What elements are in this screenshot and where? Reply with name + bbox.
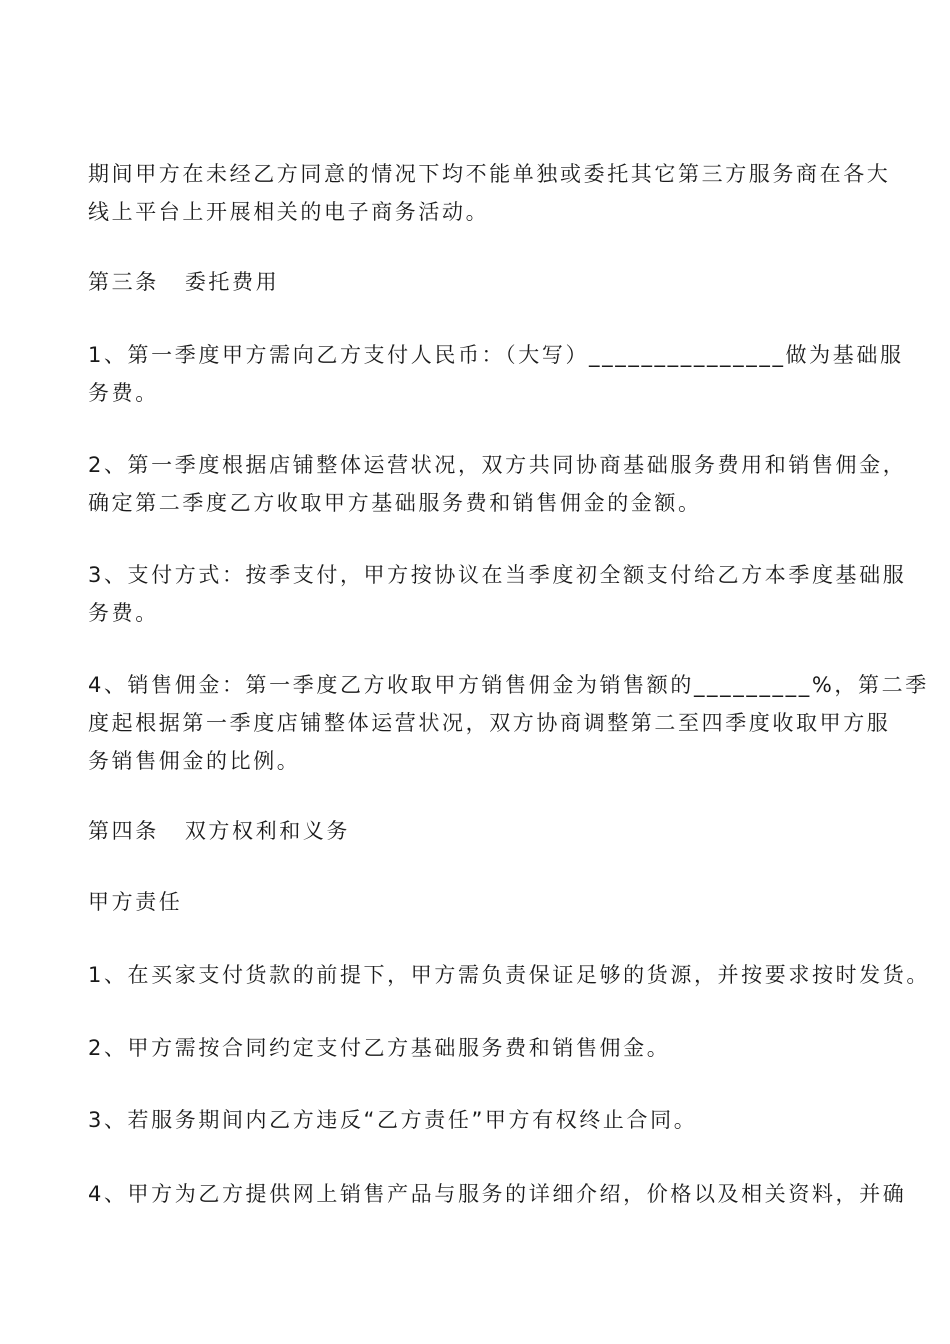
fee-clause-2 xyxy=(88,446,907,522)
party-a-responsibilities-heading: 甲方责任 xyxy=(88,890,183,914)
party-a-duty-3: 3、若服务期间内乙方违反“乙方责任”甲方有权终止合同。 xyxy=(88,1108,698,1132)
party-a-duty-4: 4、甲方为乙方提供网上销售产品与服务的详细介绍，价格以及相关资料，并确 xyxy=(88,1182,907,1206)
article-title: 委托费用 xyxy=(184,270,280,294)
article-4-heading xyxy=(88,812,878,850)
article-3-heading xyxy=(88,263,878,301)
text-line: 务销售佣金的比例。 xyxy=(88,749,301,773)
fee-clause-1 xyxy=(88,336,904,412)
text-line: 务费。 xyxy=(88,381,159,405)
fee-clause-4 xyxy=(88,666,929,780)
text-line: 3、支付方式：按季支付，甲方按协议在当季度初全额支付给乙方本季度基础服 xyxy=(88,563,907,587)
text-line: 务费。 xyxy=(88,601,159,625)
text-line: 1、第一季度甲方需向乙方支付人民币：（大写）_______________做为基础服 xyxy=(88,343,904,367)
party-a-duty-2: 2、甲方需按合同约定支付乙方基础服务费和销售佣金。 xyxy=(88,1036,671,1060)
text-line: 线上平台上开展相关的电子商务活动。 xyxy=(88,200,490,224)
article-number: 第四条 xyxy=(88,819,159,843)
article-title: 双方权利和义务 xyxy=(184,819,351,843)
fee-clause-3 xyxy=(88,556,907,632)
text-line: 期间甲方在未经乙方同意的情况下均不能单独或委托其它第三方服务商在各大 xyxy=(88,162,891,186)
text-line: 4、销售佣金：第一季度乙方收取甲方销售佣金为销售额的_________%，第二季 xyxy=(88,673,929,697)
text-line: 度起根据第一季度店铺整体运营状况，双方协商调整第二至四季度收取甲方服 xyxy=(88,711,891,735)
article-number: 第三条 xyxy=(88,270,159,294)
text-line: 2、第一季度根据店铺整体运营状况，双方共同协商基础服务费用和销售佣金， xyxy=(88,453,907,477)
text-line: 确定第二季度乙方收取甲方基础服务费和销售佣金的金额。 xyxy=(88,491,702,515)
paragraph-intro xyxy=(88,155,891,231)
party-a-duty-1: 1、在买家支付货款的前提下，甲方需负责保证足够的货源，并按要求按时发货。 xyxy=(88,963,930,987)
